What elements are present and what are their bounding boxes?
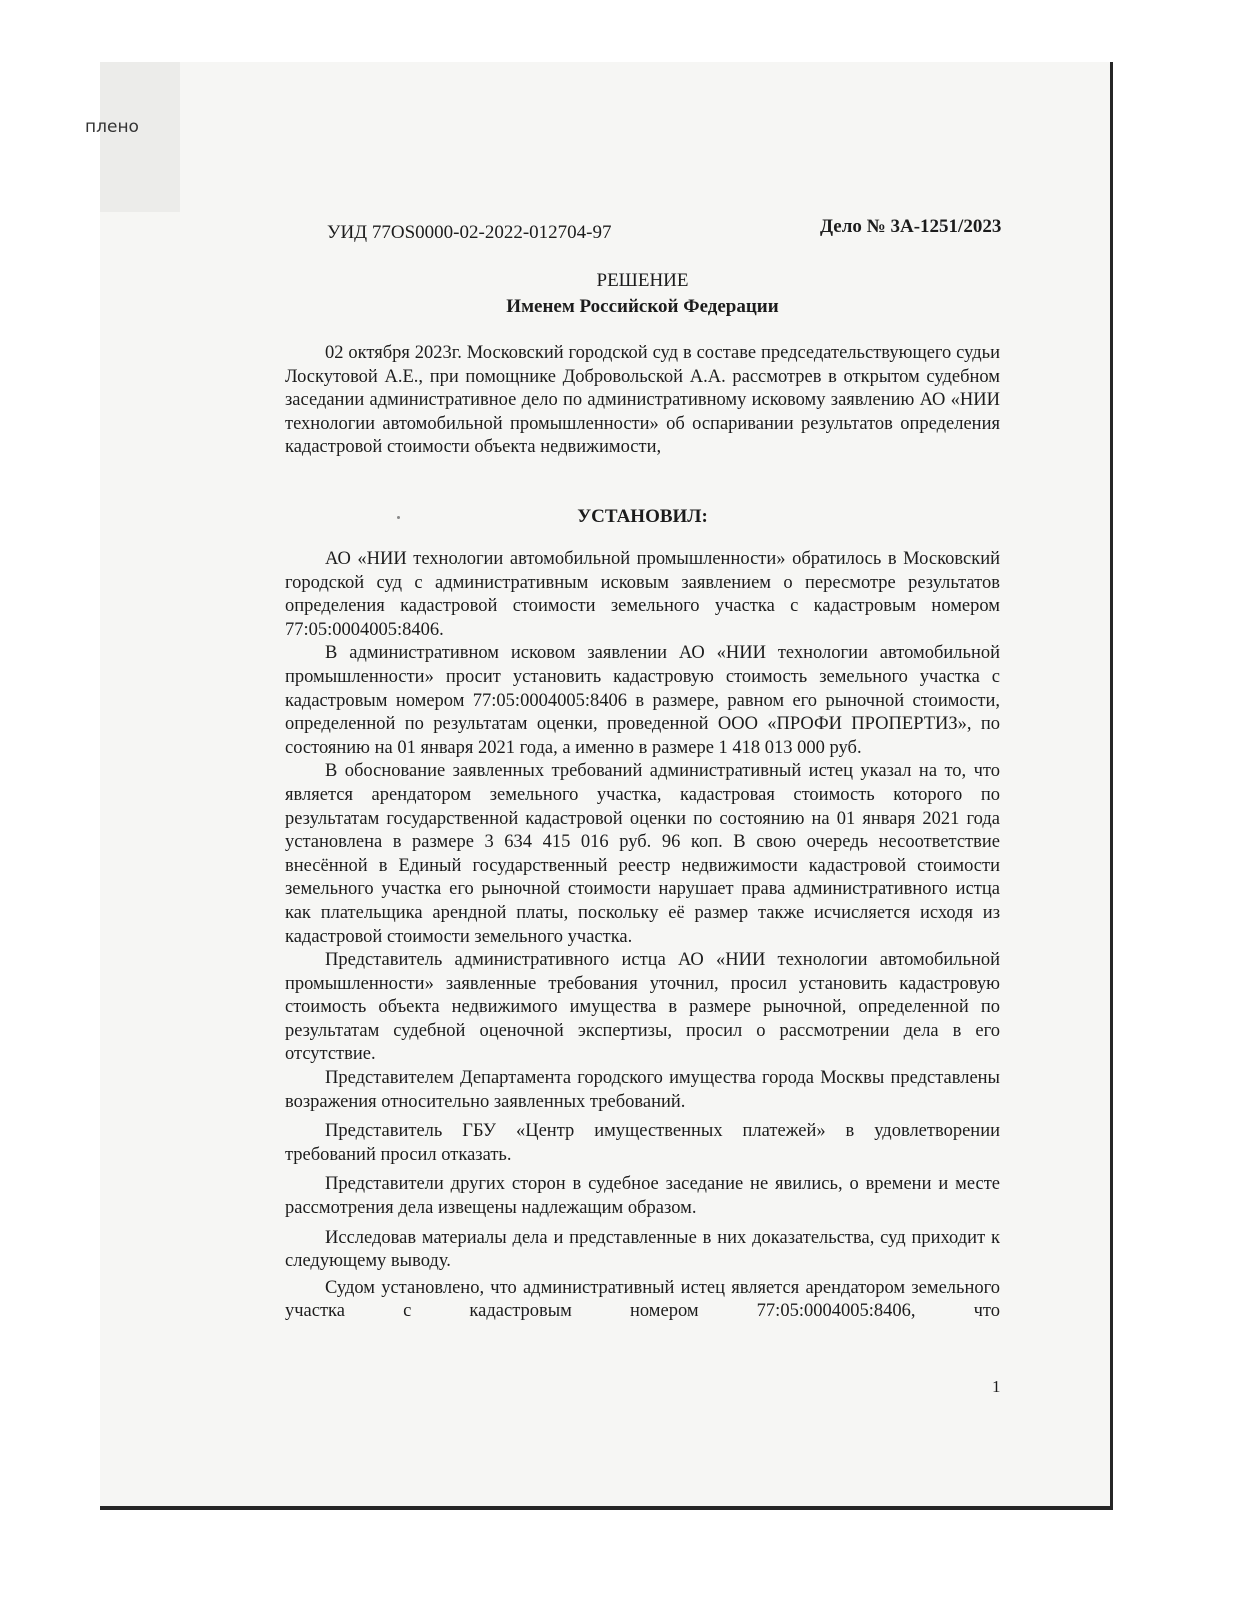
title-decision: РЕШЕНИЕ [596, 270, 689, 291]
paragraph: В обоснование заявленных требований административный истец указал на то, что является арендатором земельного участка, кадастровая стоимость которого по результатам государственной кадастровой оценки по состоянию на 01 января 2021 года установлена в размере 3 634 415 016 руб. 96 коп. В свою очередь несоответствие внесённой в Единый государственный реестр недвижимости кадастровой стоимости земельного участка его рыночной стоимости нарушает права административного истца как плательщика арендной платы, поскольку её размер также исчисляется исходя из кадастровой стоимости земельного участка. [285, 761, 1000, 947]
attached-note-strip [100, 62, 180, 212]
decision-body [285, 548, 1000, 1324]
intro-paragraph: 02 октября 2023г. Московский городской суд в составе председательствующего судьи Лоскутовой А.Е., при помощнике Добровольской А.А. рассмотрев в открытом судебном заседании административное дело по административному исковому заявлению АО «НИИ технологии автомобильной промышленности» об оспаривании результатов определения кадастровой стоимости объекта недвижимости, [285, 343, 1000, 458]
paragraph: Судом установлено, что административный истец является арендатором земельного участка с кадастровым номером 77:05:0004005:8406, что [285, 1277, 1000, 1322]
paragraph: АО «НИИ технологии автомобильной промышленности» обратилось в Московский городской суд с административным исковым заявлением о пересмотре результатов определения кадастровой стоимости земельного участка с кадастровым номером 77:05:0004005:8406. [285, 549, 1000, 640]
paragraph: Исследовав материалы дела и представленные в них доказательства, суд приходит к следующему выводу. [285, 1227, 1000, 1272]
paragraph: Представители других сторон в судебное заседание не явились, о времени и месте рассмотрения дела извещены надлежащим образом. [285, 1174, 1000, 1219]
section-heading: УСТАНОВИЛ: [577, 506, 708, 527]
paragraph: В административном исковом заявлении АО «НИИ технологии автомобильной промышленности» просит установить кадастровую стоимость земельного участка с кадастровым номером 77:05:0004005:8406 в размере, равном его рыночной стоимости, определенной по результатам оценки, проведенной ООО «ПРОФИ ПРОПЕРТИЗ», по состоянию на 01 января 2021 года, а именно в размере 1 418 013 000 руб. [285, 643, 1000, 758]
document-title [285, 268, 1000, 320]
corner-stamp-text: плено [85, 117, 139, 137]
title-subtitle: Именем Российской Федерации [506, 296, 779, 317]
case-number: Дело № 3А-1251/2023 [820, 216, 1002, 237]
paragraph: Представитель административного истца АО «НИИ технологии автомобильной промышленности» заявленные требования уточнил, просил установить кадастровую стоимость объекта недвижимого имущества в размере рыночной, определенной по результатам судебной оценочной экспертизы, просил о рассмотрении дела в его отсутствие. [285, 950, 1000, 1065]
intro-block [285, 342, 1000, 460]
uid-number: УИД 77OS0000-02-2022-012704-97 [327, 222, 612, 243]
page-number: 1 [992, 1377, 1001, 1396]
paragraph: Представитель ГБУ «Центр имущественных платежей» в удовлетворении требований просил отказать. [285, 1121, 1000, 1165]
paragraph: Представителем Департамента городского имущества города Москвы представлены возражения относительно заявленных требований. [285, 1068, 1000, 1112]
